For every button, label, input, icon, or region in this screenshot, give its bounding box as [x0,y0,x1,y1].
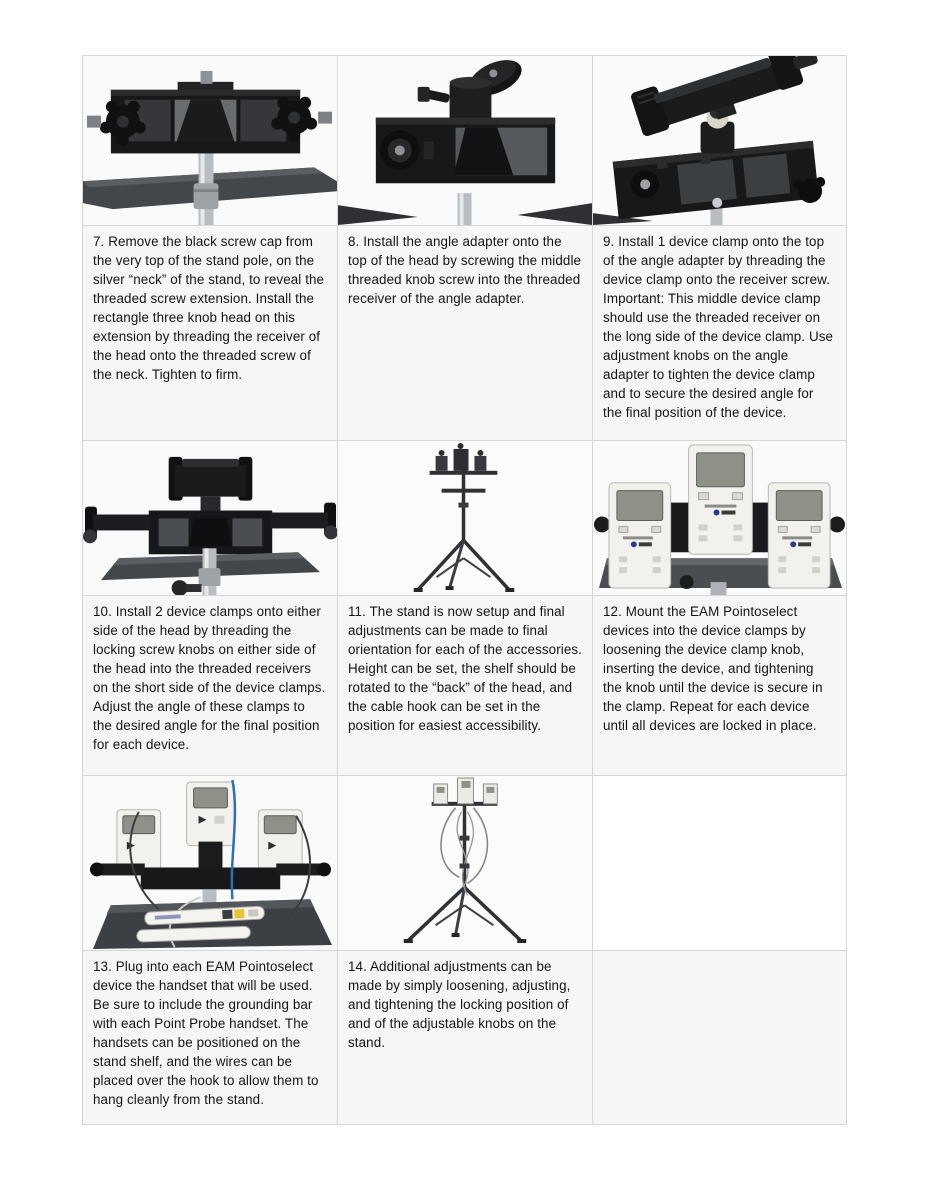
step-9-instructions: 9. Install 1 device clamp onto the top of the angle adapter by threading the device clamp onto the receiver screw. Important: This middle device clamp should use the threaded receiver on the long side of the device clamp. Use adjustment knobs on the angle adapter to tighten the device clamp and to secure the desired angle for the final position of the device. [593,226,847,441]
step-8-instructions: 8. Install the angle adapter onto the top of the head by screwing the middle threaded knob screw into the threaded receiver of the angle adapter. [338,226,593,441]
two-clamps-illustration [83,441,337,595]
instruction-table [82,55,847,1125]
handsets-illustration [83,776,337,950]
step-13-instructions: 13. Plug into each EAM Pointoselect device the handset that will be used. Be sure to include the grounding bar with each Point Probe handset. The handsets can be positioned on the stand shelf, and the wires can be placed over the hook to allow them to hang cleanly from the stand. [83,951,338,1125]
figure-handsets-and-wires-on-shelf [83,776,338,951]
figure-angle-adapter-on-head [338,56,593,226]
three-knob-head-illustration [83,56,337,225]
figure-eam-pointoselect-devices-mounted [593,441,847,596]
device-clamp-illustration [593,56,846,225]
figure-assembled-stand-tripod [338,441,593,596]
stand-tripod-illustration [338,441,592,595]
empty-photo-cell [593,776,847,951]
step-14-instructions: 14. Additional adjustments can be made by simply loosening, adjusting, and tightening the locking position of and of the adjustable knobs on the stand. [338,951,593,1125]
empty-text-cell [593,951,847,1125]
step-11-instructions: 11. The stand is now setup and final adjustments can be made to final orientation for each of the accessories. Height can be set, the shelf should be rotated to the “back” of the head, and the cable hook can be set in the position for easiest accessibility. [338,596,593,776]
angle-adapter-illustration [338,56,592,225]
figure-final-stand-with-devices-and-cables [338,776,593,951]
mounted-devices-illustration [593,441,846,595]
figure-two-side-device-clamps [83,441,338,596]
figure-device-clamp-on-angle-adapter [593,56,847,226]
step-7-instructions: 7. Remove the black screw cap from the very top of the stand pole, on the silver “neck” of the stand, to reveal the threaded screw extension. Install the rectangle three knob head on this extension by threading the receiver of the head onto the threaded screw of the neck. Tighten to firm. [83,226,338,441]
step-12-instructions: 12. Mount the EAM Pointoselect devices into the device clamps by loosening the device clamp knob, inserting the device, and tightening the knob until the device is secure in the clamp. Repeat for each device until all devices are locked in place. [593,596,847,776]
step-10-instructions: 10. Install 2 device clamps onto either side of the head by threading the locking screw knobs on either side of the head into the threaded receivers on the short side of the device clamps. Adjust the angle of these clamps to the desired angle for the final position for each device. [83,596,338,776]
final-stand-illustration [338,776,592,950]
figure-three-knob-head-on-stand [83,56,338,226]
